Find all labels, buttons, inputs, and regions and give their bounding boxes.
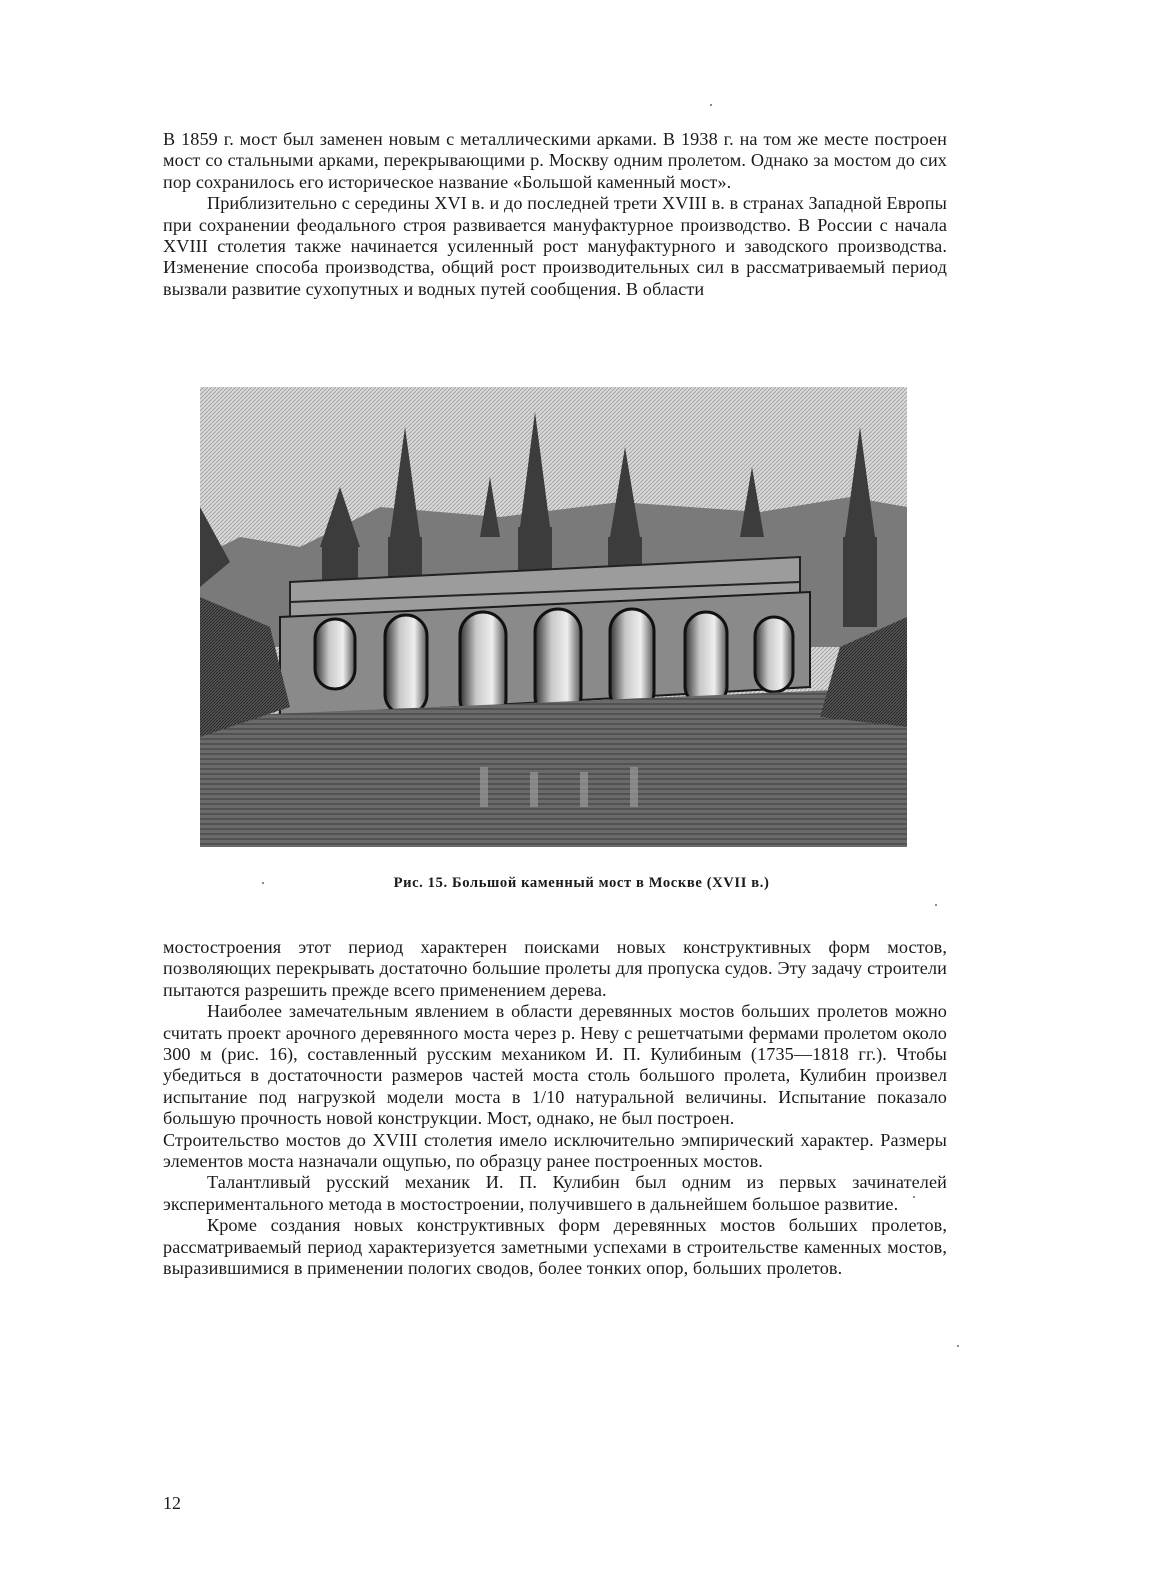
scan-speck (262, 882, 264, 884)
scan-speck (913, 1196, 915, 1198)
scan-speck (957, 1345, 959, 1347)
paragraph: мостостроения этот период характерен поисками новых конструктивных форм мостов, позволяющих перекрывать достаточно большие пролеты для пропуска судов. Эту задачу строители пытаются разрешить прежде всего применением дерева. (163, 937, 947, 1000)
bridge-illustration (200, 387, 907, 847)
page-number: 12 (163, 1493, 181, 1513)
paragraph: В 1859 г. мост был заменен новым с металлическими арками. В 1938 г. на том же месте построен мост со стальными арками, перекрывающими р. Москву одним пролетом. Однако за мостом до сих пор сохранилось его историческое название «Большой каменный мост». (163, 129, 947, 192)
paragraph: Строительство мостов до XVIII столетия имело исключительно эмпирический характер. Размеры элементов моста назначали ощупью, по образцу ранее построенных мостов. (163, 1129, 947, 1172)
paragraph: Кроме создания новых конструктивных форм деревянных мостов больших пролетов, рассматриваемый период характеризуется заметными успехами в строительстве каменных мостов, выразившимися в применении пологих сводов, более тонких опор, больших пролетов. (163, 1215, 947, 1279)
paragraph: Наиболее замечательным явлением в области деревянных мостов больших пролетов можно считать проект арочного деревянного моста через р. Неву с решетчатыми фермами пролетом около 300 м (рис. 16), составленный русским механиком И. П. Кулибиным (1735—1818 гг.). Чтобы убедиться в достаточности размеров частей моста столь большого пролета, Кулибин произвел испытание под нагрузкой модели моста в 1/10 натуральной величины. Испытание показало большую прочность новой конструкции. Мост, однако, не был построен. (163, 1001, 947, 1129)
bridge-engraving-drawing (200, 387, 907, 847)
figure-caption: Рис. 15. Большой каменный мост в Москве (XVII в.) (393, 875, 770, 891)
text-block-bottom (163, 937, 947, 1280)
scan-speck (935, 904, 937, 906)
scan-speck (710, 104, 712, 106)
paragraph: Приблизительно с середины XVI в. и до последней трети XVIII в. в странах Западной Европы при сохранении феодального строя развивается мануфактурное производство. В России с начала XVIII столетия также начинается усиленный рост мануфактурного и заводского производства. Изменение способа производства, общий рост производительных сил в рассматриваемый период вызвали развитие сухопутных и водных путей сообщения. В области (163, 193, 947, 299)
text-block-top (163, 129, 947, 300)
paragraph: Талантливый русский механик И. П. Кулибин был одним из первых зачинателей экспериментального метода в мостостроении, получившего в дальнейшем большое развитие. (163, 1172, 947, 1214)
